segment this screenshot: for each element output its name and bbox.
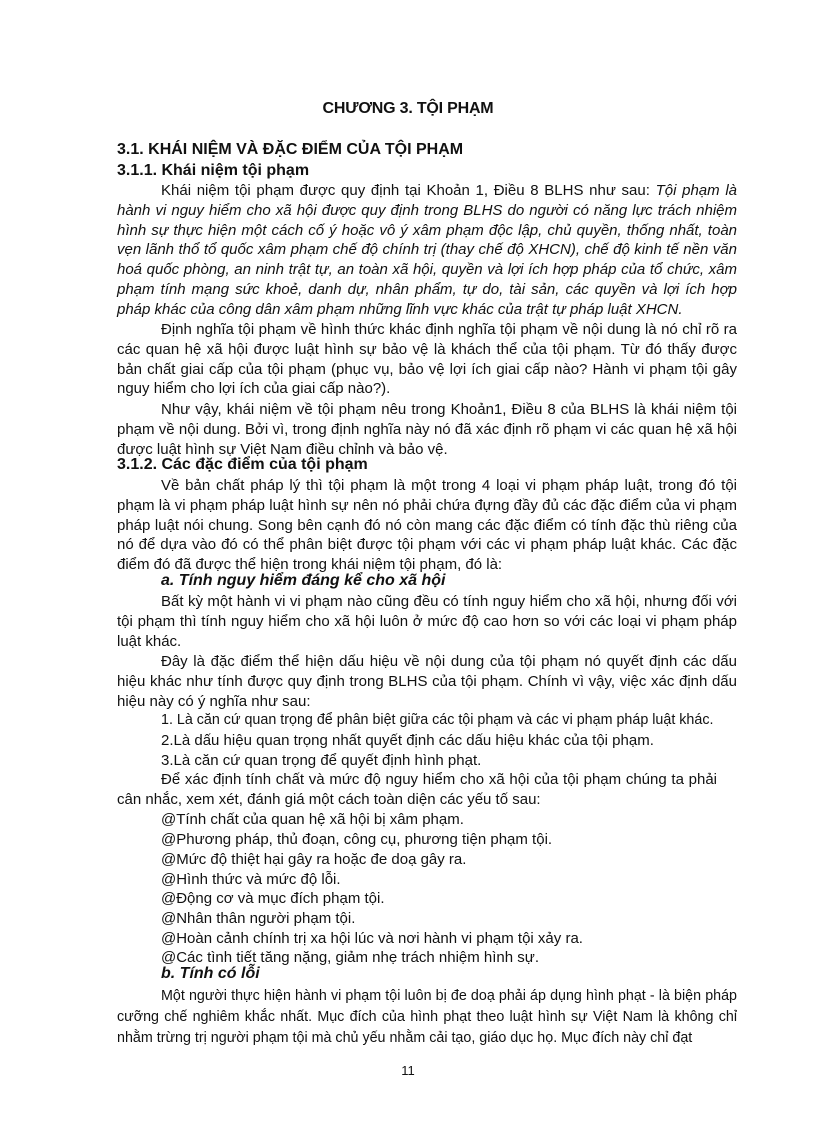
paragraph-definition (117, 181, 737, 320)
factor-item: @Hoàn cảnh chính trị xa hội lúc và nơi hành vi phạm tội xảy ra. (161, 930, 583, 947)
factor-item: @Tính chất của quan hệ xã hội bị xâm phạm. (161, 811, 464, 828)
numbered-item: 3.Là căn cứ quan trọng để quyết định hình phạt. (161, 752, 482, 769)
factor-item: @Mức độ thiệt hại gây ra hoặc đe doạ gây ra. (161, 851, 467, 868)
section-heading: 3.1. KHÁI NIỆM VÀ ĐẶC ĐIỂM CỦA TỘI PHẠM (117, 141, 464, 158)
subsection-heading-concept: 3.1.1. Khái niệm tội phạm (117, 162, 310, 179)
factor-item: @Động cơ và mục đích phạm tội. (161, 890, 385, 907)
factor-item: @Các tình tiết tăng nặng, giảm nhẹ trách nhiệm hình sự. (161, 949, 539, 966)
chapter-title: CHƯƠNG 3. TỘI PHẠM (322, 100, 494, 117)
factor-item: @Hình thức và mức độ lỗi. (161, 871, 341, 888)
paragraph-content-sign: Đây là đặc điểm thể hiện dấu hiệu về nội dung của tội phạm nó quyết định các dấu hiệu khác như tính được quy định trong BLHS của tội phạm. Chính vì vậy, việc xác định dấu hiệu này có ý nghĩa như sau: (117, 653, 737, 710)
paragraph-definition-italic: Tội phạm là hành vi nguy hiểm cho xã hội được quy định trong BLHS do người có năng lực trách nhiệm hình sự thực hiện một cách cố ý hoặc vô ý xâm phạm độc lập, chủ quyền, thống nhất, toàn vẹn lãnh thổ tổ quốc xâm phạm chế độ chính trị (thay chế độ XHCN), chế độ kinh tế nền văn hoá quốc phòng, an ninh trật tự, an toàn xã hội, quyền và lợi ích hợp pháp của tổ chức, xâm phạm tính mạng sức khoẻ, danh dự, nhân phẩm, tự do, tài sản, các quyền và lợi ích hợp pháp khác của công dân xâm phạm những lĩnh vực khác của trật tự pháp luật XHCN. (117, 182, 737, 318)
paragraph-danger: Bất kỳ một hành vi vi phạm nào cũng đều có tính nguy hiểm cho xã hội, nhưng đối với tội phạm thì tính nguy hiểm cho xã hội luôn ở mức độ cao hơn so với các loại vi phạm pháp luật khác. (117, 593, 737, 650)
paragraph-legal-nature: Về bản chất pháp lý thì tội phạm là một trong 4 loại vi phạm pháp luật, trong đó tội phạm là vi phạm pháp luật hình sự nên nó phải chứa đựng đầy đủ các đặc điểm của vi phạm pháp luật nói chung. Song bên cạnh đó nó còn mang các đặc điểm có tính đặc thù riêng của nó để dựa vào đó có thể phân biệt được tội phạm với các vi phạm pháp luật khác. Các đặc điểm đó đã được thể hiện trong khái niệm tội phạm, đó là: (117, 477, 737, 574)
factor-item: @Nhân thân người phạm tội. (161, 910, 356, 927)
subheading-danger: a. Tính nguy hiểm đáng kể cho xã hội (161, 572, 446, 589)
paragraph-content-concept: Như vậy, khái niệm về tội phạm nêu trong Khoản1, Điều 8 của BLHS là khái niệm tội phạm về nội dung. Bởi vì, trong định nghĩa này nó đã xác định rõ phạm vi các quan hệ xã hội được luật hình sự Việt Nam điều chỉnh và bảo vệ. (117, 401, 737, 458)
subsection-heading-features: 3.1.2. Các đặc điểm của tội phạm (117, 456, 368, 473)
paragraph-definition-lead: Khái niệm tội phạm được quy định tại Khoản 1, Điều 8 BLHS như sau: (161, 182, 656, 199)
paragraph-assessment: Để xác định tính chất và mức độ nguy hiểm cho xã hội của tội phạm chúng ta phải cân nhắc, xem xét, đánh giá một cách toàn diện các yếu tố sau: (117, 771, 717, 808)
subheading-fault: b. Tính có lỗi (161, 965, 260, 982)
paragraph-form-vs-content: Định nghĩa tội phạm về hình thức khác định nghĩa tội phạm về nội dung là nó chỉ rõ ra các quan hệ xã hội được luật hình sự bảo vệ là khách thể của tội phạm. Từ đó thấy được bản chất giai cấp của tội phạm (phục vụ, bảo vệ lợi ích giai cấp nào? Hành vi phạm tội gây nguy hiểm cho lợi ích của giai cấp nào?). (117, 321, 737, 398)
numbered-item: 2.Là dấu hiệu quan trọng nhất quyết định các dấu hiệu khác của tội phạm. (161, 732, 654, 749)
paragraph-fault: Một người thực hiện hành vi phạm tội luôn bị đe doạ phải áp dụng hình phạt - là biện pháp cưỡng chế nghiêm khắc nhất. Mục đích của hình phạt theo luật hình sự Việt Nam là không chỉ nhằm trừng trị người phạm tội mà chủ yếu nhằm cải tạo, giáo dục họ. Mục đích này chỉ đạt (117, 988, 737, 1046)
numbered-item: 1. Là căn cứ quan trọng để phân biệt giữa các tội phạm và các vi phạm pháp luật khác. (161, 712, 714, 728)
page-number: 11 (401, 1063, 415, 1078)
factor-item: @Phương pháp, thủ đoạn, công cụ, phương tiện phạm tội. (161, 831, 553, 848)
